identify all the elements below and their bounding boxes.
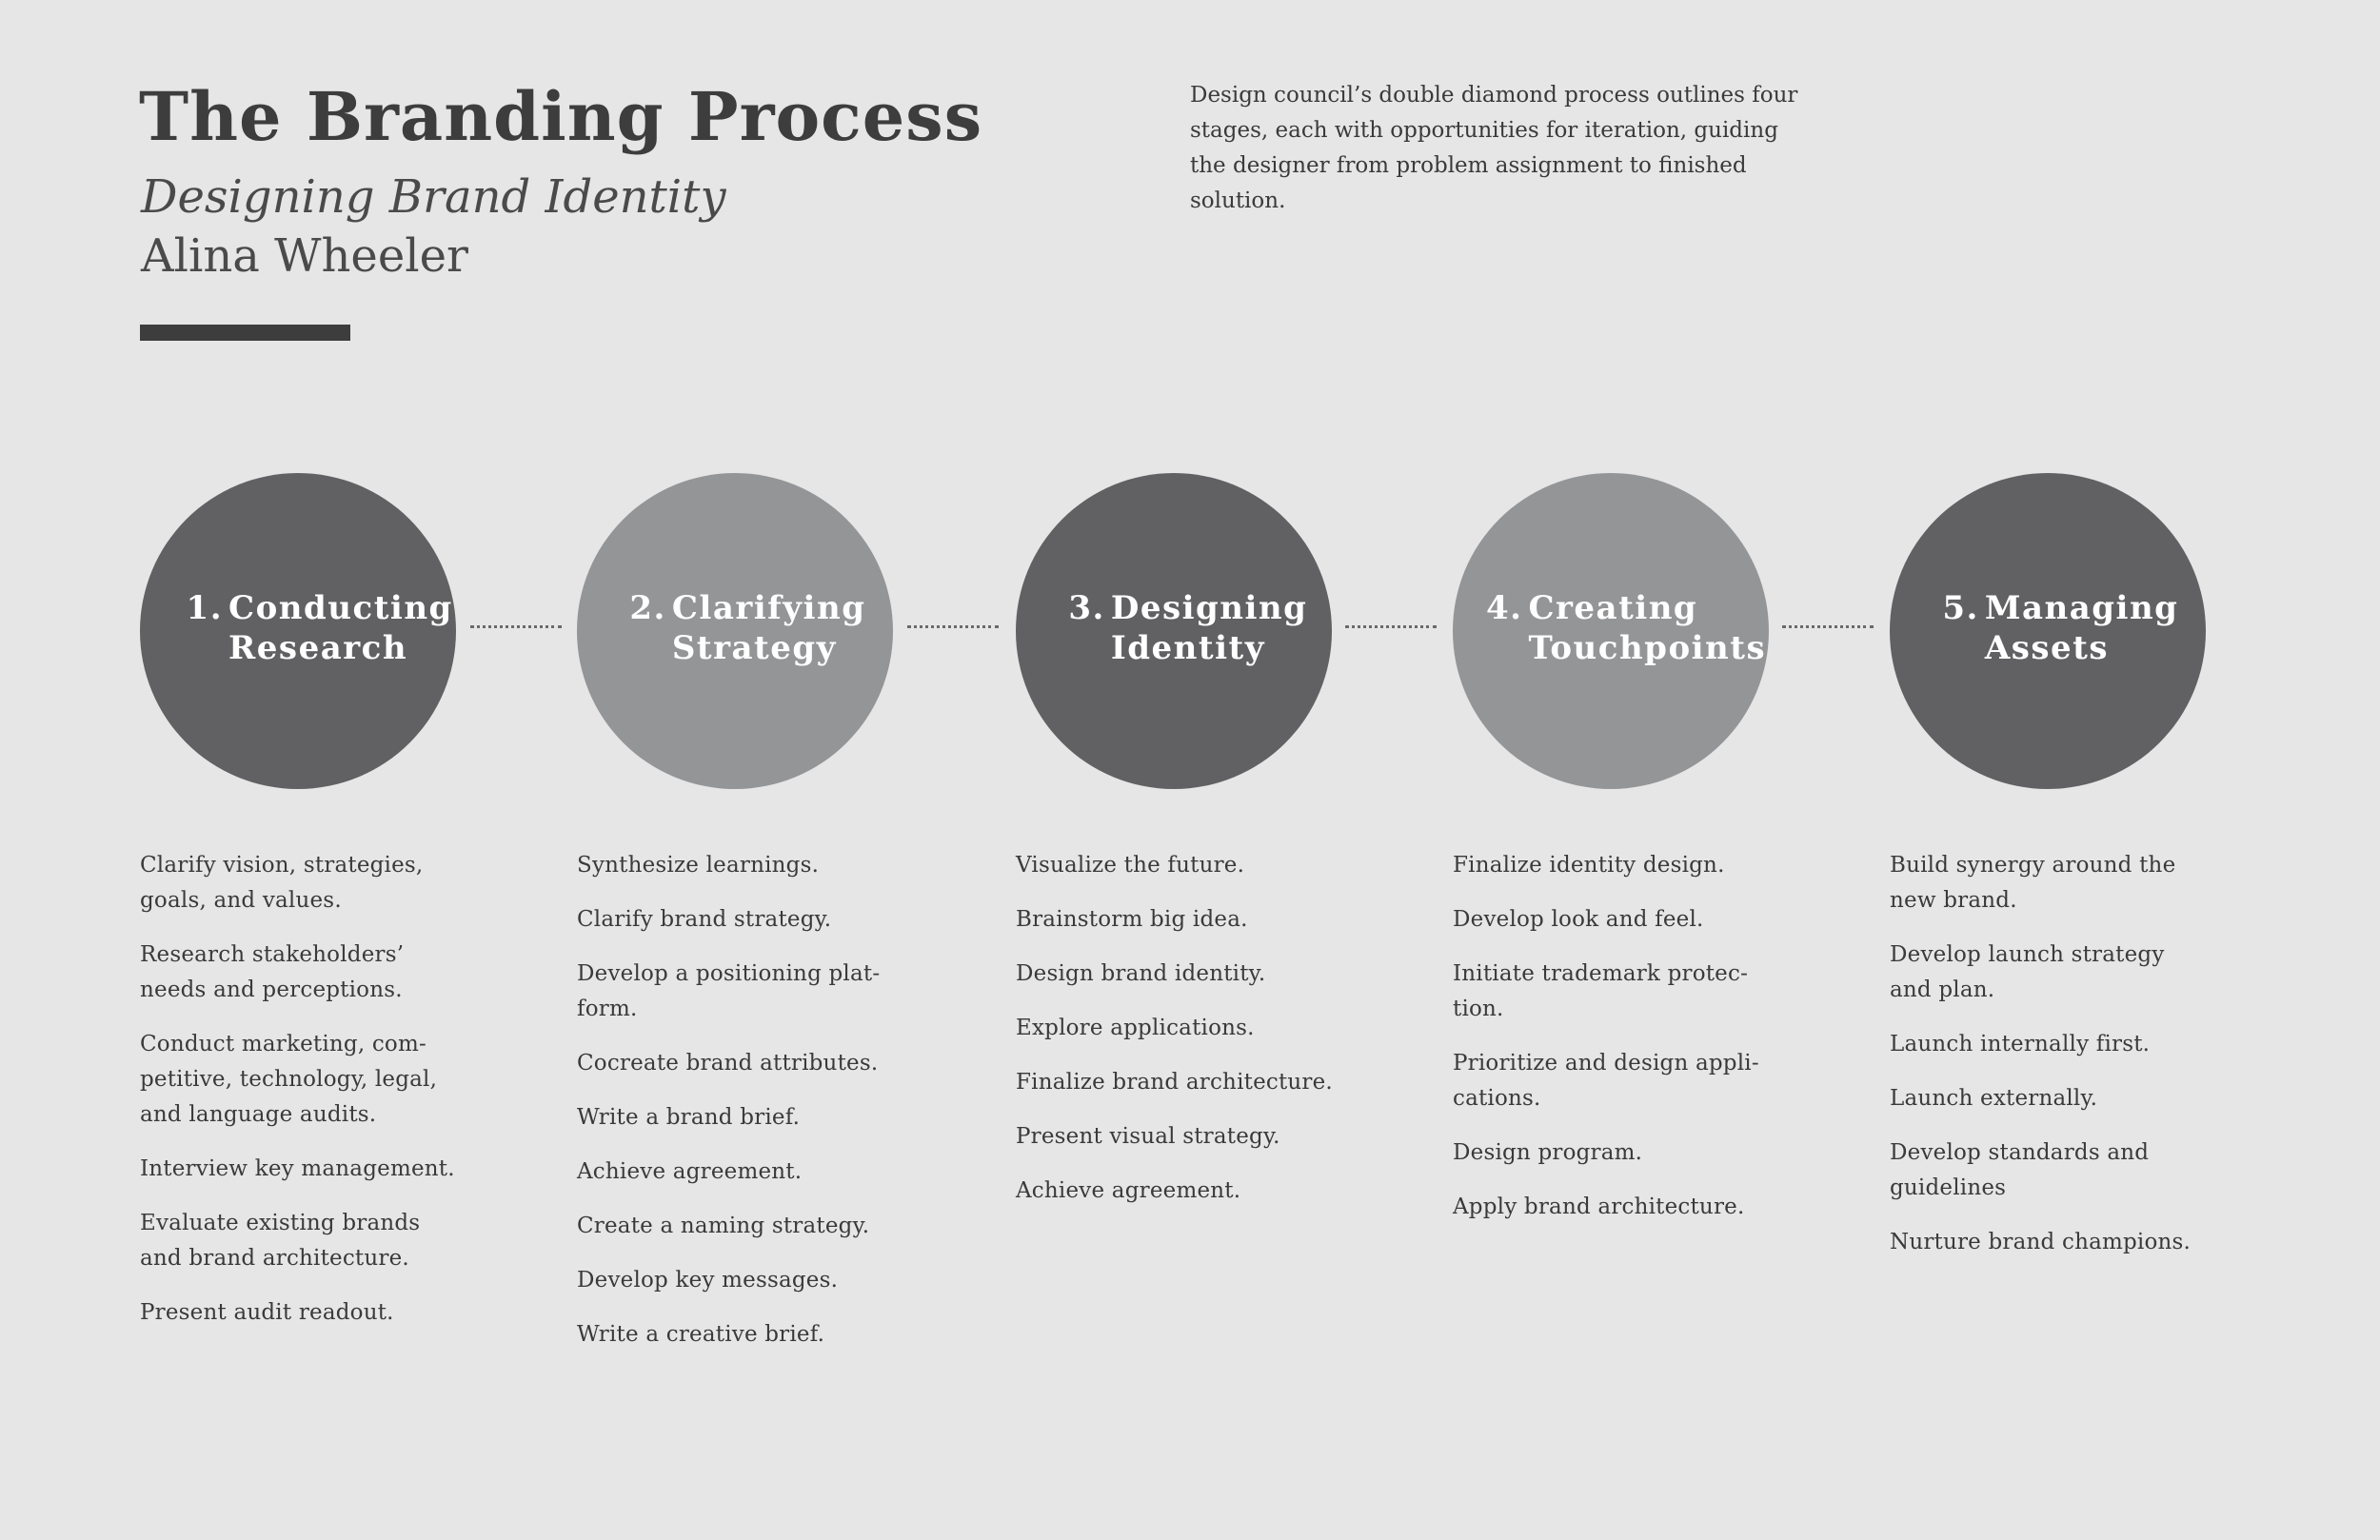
connector-1-2 [470, 625, 562, 628]
stage-2-label: Clarifying Strategy [671, 589, 866, 667]
list-item: Clarify vision, strategies, goals, and values. [140, 853, 424, 913]
stage-2-steps [577, 848, 891, 1372]
list-item: Cocreate brand attributes. [577, 1051, 879, 1076]
list-item: Present visual strategy. [1016, 1124, 1280, 1149]
stage-2-number: 2. [629, 589, 666, 627]
stage-1-label: Conducting Research [228, 589, 453, 667]
list-item: Write a brand brief. [577, 1105, 801, 1130]
list-item: Develop a positioning platform. [577, 961, 881, 1021]
list-item: Present audit readout. [140, 1300, 394, 1325]
stage-3-label: Designing Identity [1110, 589, 1308, 667]
list-item: Launch internally first. [1890, 1032, 2151, 1056]
list-item: Initiate trademark protection. [1453, 961, 1748, 1021]
list-item: Nurture brand champions. [1890, 1230, 2192, 1254]
list-item: Conduct marketing, competitive, technology, legal, and language audits. [140, 1032, 438, 1127]
stage-3-circle [1016, 473, 1332, 789]
connector-3-4 [1345, 625, 1437, 628]
list-item: Apply brand architecture. [1453, 1194, 1745, 1219]
stage-4-number: 4. [1485, 589, 1523, 627]
stage-1-steps [140, 848, 483, 1350]
author-name: Alina Wheeler [141, 229, 468, 283]
list-item: Finalize identity design. [1453, 853, 1725, 878]
stage-3-heading [1016, 588, 1332, 668]
connector-4-5 [1782, 625, 1874, 628]
list-item: Clarify brand strategy. [577, 907, 832, 932]
stage-2-heading [577, 588, 893, 668]
title-underline-bar [140, 325, 350, 341]
stage-1-circle [140, 473, 456, 789]
stage-5-number: 5. [1942, 589, 1979, 627]
list-item: Evaluate existing brands and brand architecture. [140, 1211, 421, 1271]
stage-5-circle [1890, 473, 2206, 789]
book-subtitle: Designing Brand Identity [141, 170, 726, 224]
list-item: Build synergy around the new brand. [1890, 853, 2176, 913]
list-item: Research stakeholders’ needs and perceptions. [140, 942, 405, 1002]
stage-3-steps [1016, 848, 1359, 1228]
list-item: Develop look and feel. [1453, 907, 1704, 932]
connector-2-3 [907, 625, 999, 628]
stage-5-label: Managing Assets [1984, 589, 2179, 667]
stage-3-number: 3. [1068, 589, 1105, 627]
stage-5-steps [1890, 848, 2204, 1279]
stage-4-heading [1453, 588, 1769, 668]
stage-1-heading [140, 588, 456, 668]
list-item: Finalize brand architecture. [1016, 1070, 1333, 1095]
page-title: The Branding Process [139, 77, 983, 156]
intro-paragraph: Design council’s double diamond process outlines four stages, each with opportunities for iteration, guiding the designer from problem assignment to finished solution. [1190, 83, 1798, 213]
stage-4-circle [1453, 473, 1769, 789]
list-item: Interview key management. [140, 1156, 455, 1181]
stage-4-label: Creating Touchpoints [1528, 589, 1767, 667]
list-item: Visualize the future. [1016, 853, 1245, 878]
stage-4-steps [1453, 848, 1767, 1244]
list-item: Design brand identity. [1016, 961, 1266, 986]
list-item: Write a creative brief. [577, 1322, 825, 1347]
list-item: Prioritize and design applications. [1453, 1051, 1759, 1111]
stage-1-number: 1. [186, 589, 224, 627]
list-item: Achieve agreement. [577, 1159, 803, 1184]
list-item: Develop launch strategy and plan. [1890, 942, 2165, 1002]
list-item: Launch externally. [1890, 1086, 2098, 1111]
list-item: Develop key messages. [577, 1268, 839, 1293]
list-item: Achieve agreement. [1016, 1178, 1241, 1203]
list-item: Synthesize learnings. [577, 853, 820, 878]
stage-2-circle [577, 473, 893, 789]
list-item: Explore applications. [1016, 1016, 1255, 1040]
list-item: Develop standards and guidelines [1890, 1140, 2150, 1200]
list-item: Create a naming strategy. [577, 1214, 870, 1238]
list-item: Design program. [1453, 1140, 1643, 1165]
stage-5-heading [1890, 588, 2206, 668]
list-item: Brainstorm big idea. [1016, 907, 1248, 932]
